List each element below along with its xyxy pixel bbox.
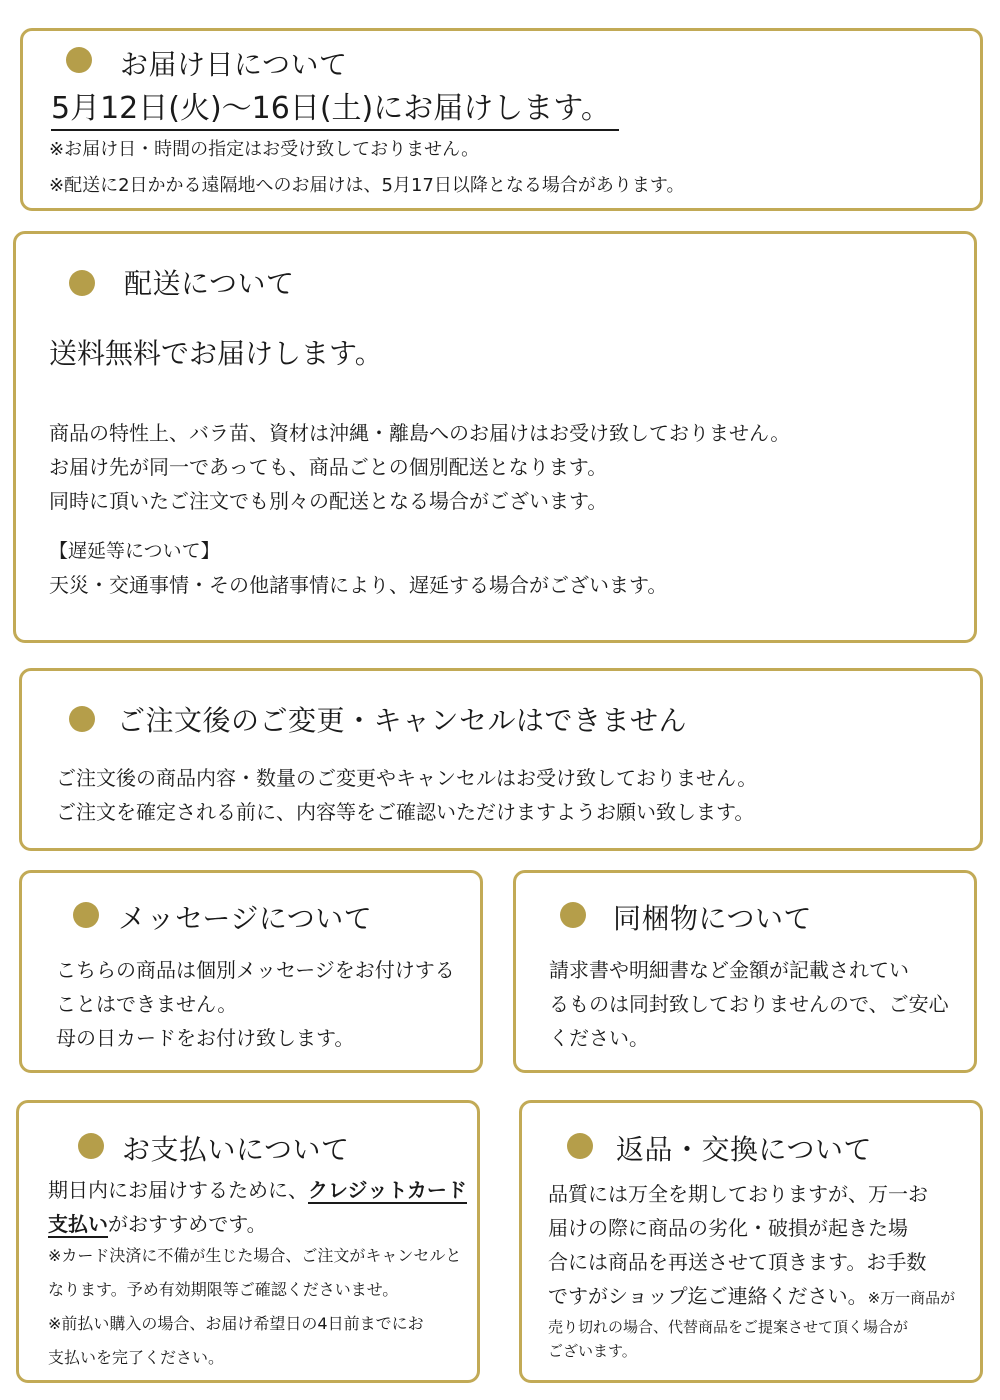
message-line-3: 母の日カードをお付け致します。: [56, 1026, 355, 1050]
payment-emphasis: 支払い: [48, 1212, 108, 1236]
returns-line-1: 品質には万全を期しておりますが、万一お: [548, 1182, 928, 1206]
cancel-heading: ご注文後のご変更・キャンセルはできません: [117, 704, 688, 737]
bullet-icon: [560, 902, 586, 928]
payment-line-1-text: 期日内にお届けするために、: [48, 1178, 308, 1202]
bullet-icon: [66, 47, 92, 73]
shipping-lead: 送料無料でお届けします。: [49, 337, 383, 370]
message-line-1: こちらの商品は個別メッセージをお付けする: [56, 958, 455, 982]
returns-card: [519, 1100, 983, 1383]
bullet-icon: [78, 1133, 104, 1159]
shipping-line-2: お届け先が同一であっても、商品ごとの個別配送となります。: [49, 455, 608, 479]
delay-text: 天災・交通事情・その他諸事情により、遅延する場合がございます。: [49, 573, 668, 597]
bundle-heading: 同梱物について: [613, 902, 812, 935]
bullet-icon: [567, 1133, 593, 1159]
bundle-line-3: ください。: [549, 1026, 649, 1050]
payment-note-4: 支払いを完了ください。: [48, 1348, 225, 1367]
cancel-line-2: ご注文を確定される前に、内容等をご確認いただけますようお願い致します。: [56, 800, 755, 824]
payment-line-2-text: がおすすめです。: [108, 1212, 267, 1236]
payment-card: [16, 1100, 480, 1383]
shipping-card: [13, 231, 977, 643]
shipping-line-1: 商品の特性上、バラ苗、資材は沖縄・離島へのお届けはお受け致しておりません。: [49, 421, 791, 445]
payment-note-2: なります。予め有効期限等ご確認くださいませ。: [48, 1280, 399, 1299]
payment-heading: お支払いについて: [122, 1133, 350, 1166]
message-heading: メッセージについて: [118, 902, 373, 935]
returns-line-4: [548, 1279, 955, 1315]
cancel-card: [19, 668, 983, 851]
bullet-icon: [73, 902, 99, 928]
returns-line-2: 届けの際に商品の劣化・破損が起きた場: [548, 1216, 908, 1240]
returns-note-1: 売り切れの場合、代替商品をご提案させて頂く場合が: [548, 1318, 909, 1336]
delay-title: 【遅延等について】: [49, 540, 220, 562]
credit-card-emphasis: クレジットカード: [308, 1178, 467, 1202]
returns-heading: 返品・交換について: [616, 1133, 872, 1166]
payment-note-1: ※カード決済に不備が生じた場合、ご注文がキャンセルと: [48, 1246, 462, 1265]
delivery-heading: お届け日について: [120, 48, 348, 81]
bundle-card: [513, 870, 977, 1073]
bullet-icon: [69, 270, 95, 296]
cancel-line-1: ご注文後の商品内容・数量のご変更やキャンセルはお受け致しておりません。: [56, 766, 758, 790]
bundle-line-1: 請求書や明細書など金額が記載されてい: [549, 958, 909, 982]
bundle-line-2: るものは同封致しておりませんので、ご安心: [549, 992, 949, 1016]
delivery-date-card: [20, 28, 983, 211]
delivery-note-1: ※お届け日・時間の指定はお受け致しておりません。: [49, 139, 480, 160]
bullet-icon: [69, 706, 95, 732]
payment-note-3: ※前払い購入の場合、お届け希望日の4日前までにお: [48, 1314, 424, 1333]
shipping-line-3: 同時に頂いたご注文でも別々の配送となる場合がございます。: [49, 489, 608, 513]
returns-line-4-note: ※万一商品が: [867, 1289, 956, 1307]
returns-line-4-text: ですがショップ迄ご連絡ください。: [548, 1284, 868, 1308]
message-card: [19, 870, 483, 1073]
payment-line-1: [48, 1173, 467, 1207]
delivery-note-2: ※配送に2日かかる遠隔地へのお届けは、5月17日以降となる場合があります。: [49, 175, 685, 196]
returns-note-2: ございます。: [548, 1342, 637, 1360]
payment-line-2: [48, 1207, 267, 1241]
shipping-heading: 配送について: [124, 267, 295, 300]
delivery-date-line: 5月12日(火)～16日(土)にお届けします。: [51, 89, 619, 131]
message-line-2: ことはできません。: [56, 992, 238, 1016]
returns-line-3: 合には商品を再送させて頂きます。お手数: [548, 1250, 927, 1274]
